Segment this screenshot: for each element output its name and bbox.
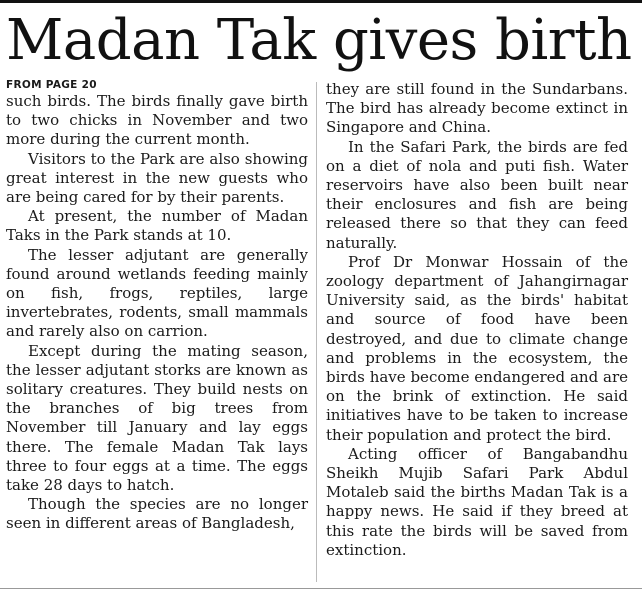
paragraph: they are still found in the Sundarbans. The bird has already become extinct in Singapore and China.: [326, 80, 628, 137]
paragraph: Though the species are no longer seen in different areas of Bangladesh,: [6, 495, 308, 533]
paragraph: Except during the mating season, the lesser adjutant storks are known as solitary creatures. They build nests on the branches of big trees from November till January and lay eggs there. The female Madan Tak lays three to four eggs at a time. The eggs take 28 days to hatch.: [6, 341, 308, 495]
top-rule: [0, 0, 642, 3]
paragraph: In the Safari Park, the birds are fed on a diet of nola and puti fish. Water reservoirs have also been built near their enclosures and fish are being released there so that they can feed naturally.: [326, 137, 628, 252]
paragraph: At present, the number of Madan Taks in the Park stands at 10.: [6, 207, 308, 245]
article-column-right: [326, 80, 628, 560]
paragraph: The lesser adjutant are generally found around wetlands feeding mainly on fish, frogs, reptiles, large invertebrates, rodents, small mammals and rarely also on carrion.: [6, 245, 308, 341]
column-divider: [316, 82, 317, 582]
jump-line: FROM PAGE 20: [6, 79, 97, 91]
article-column-left: [6, 78, 308, 534]
paragraph: Acting officer of Bangabandhu Sheikh Mujib Safari Park Abdul Motaleb said the births Madan Tak is a happy news. He said if they breed at this rate the birds will be saved from extinction.: [326, 444, 628, 559]
bottom-rule: [0, 588, 642, 589]
paragraph: such birds. The birds finally gave birth to two chicks in November and two more during the current month.: [6, 92, 308, 149]
paragraph: Visitors to the Park are also showing great interest in the new guests who are being cared for by their parents.: [6, 149, 308, 207]
paragraph: Prof Dr Monwar Hossain of the zoology department of Jahangirnagar University said, as the birds' habitat and source of food have been destroyed, and due to climate change and problems in the ecosystem, the birds have become endangered and are on the brink of extinction. He said initiatives have to be taken to increase their population and protect the bird.: [326, 252, 628, 444]
headline: Madan Tak gives birth: [6, 8, 632, 73]
